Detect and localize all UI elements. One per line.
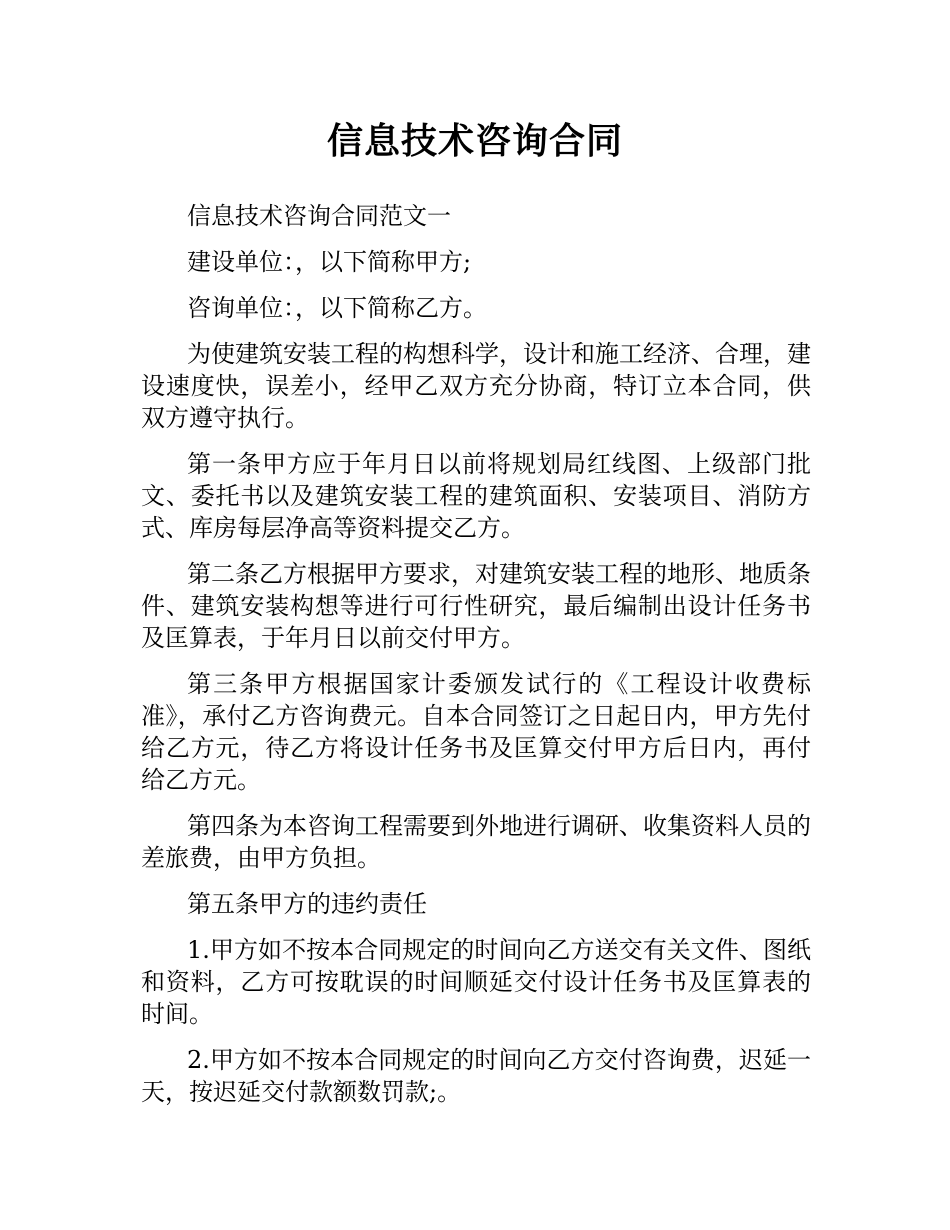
paragraph-article-2: 第二条乙方根据甲方要求，对建筑安装工程的地形、地质条件、建筑安装构想等进行可行性研究，最后编制出设计任务书及匡算表，于年月日以前交付甲方。 — [141, 560, 811, 652]
paragraph-article-3: 第三条甲方根据国家计委颁发试行的《工程设计收费标准》，承付乙方咨询费元。自本合同签订之日起日内，甲方先付给乙方元，待乙方将设计任务书及匡算交付甲方后日内，再付给乙方元。 — [141, 670, 811, 794]
paragraph-clause-2: 2.甲方如不按本合同规定的时间向乙方交付咨询费，迟延一天，按迟延交付款额数罚款;。 — [141, 1046, 811, 1106]
document-body — [141, 200, 811, 1122]
paragraph-heading: 信息技术咨询合同范文一 — [187, 202, 451, 230]
paragraph-article-5: 第五条甲方的违约责任 — [187, 890, 427, 918]
paragraph-purpose: 为使建筑安装工程的构想科学，设计和施工经济、合理，建设速度快，误差小，经甲乙双方充分协商，特订立本合同，供双方遵守执行。 — [141, 340, 811, 432]
paragraph-party-b: 咨询单位：，以下简称乙方。 — [187, 294, 487, 322]
paragraph-article-1: 第一条甲方应于年月日以前将规划局红线图、上级部门批文、委托书以及建筑安装工程的建筑面积、安装项目、消防方式、库房每层净高等资料提交乙方。 — [141, 450, 811, 542]
paragraph-clause-1: 1.甲方如不按本合同规定的时间向乙方送交有关文件、图纸和资料，乙方可按耽误的时间顺延交付设计任务书及匡算表的时间。 — [141, 936, 811, 1028]
paragraph-party-a: 建设单位：，以下简称甲方; — [187, 248, 472, 276]
document-title: 信息技术咨询合同 — [326, 121, 623, 162]
paragraph-article-4: 第四条为本咨询工程需要到外地进行调研、收集资料人员的差旅费，由甲方负担。 — [141, 812, 811, 872]
